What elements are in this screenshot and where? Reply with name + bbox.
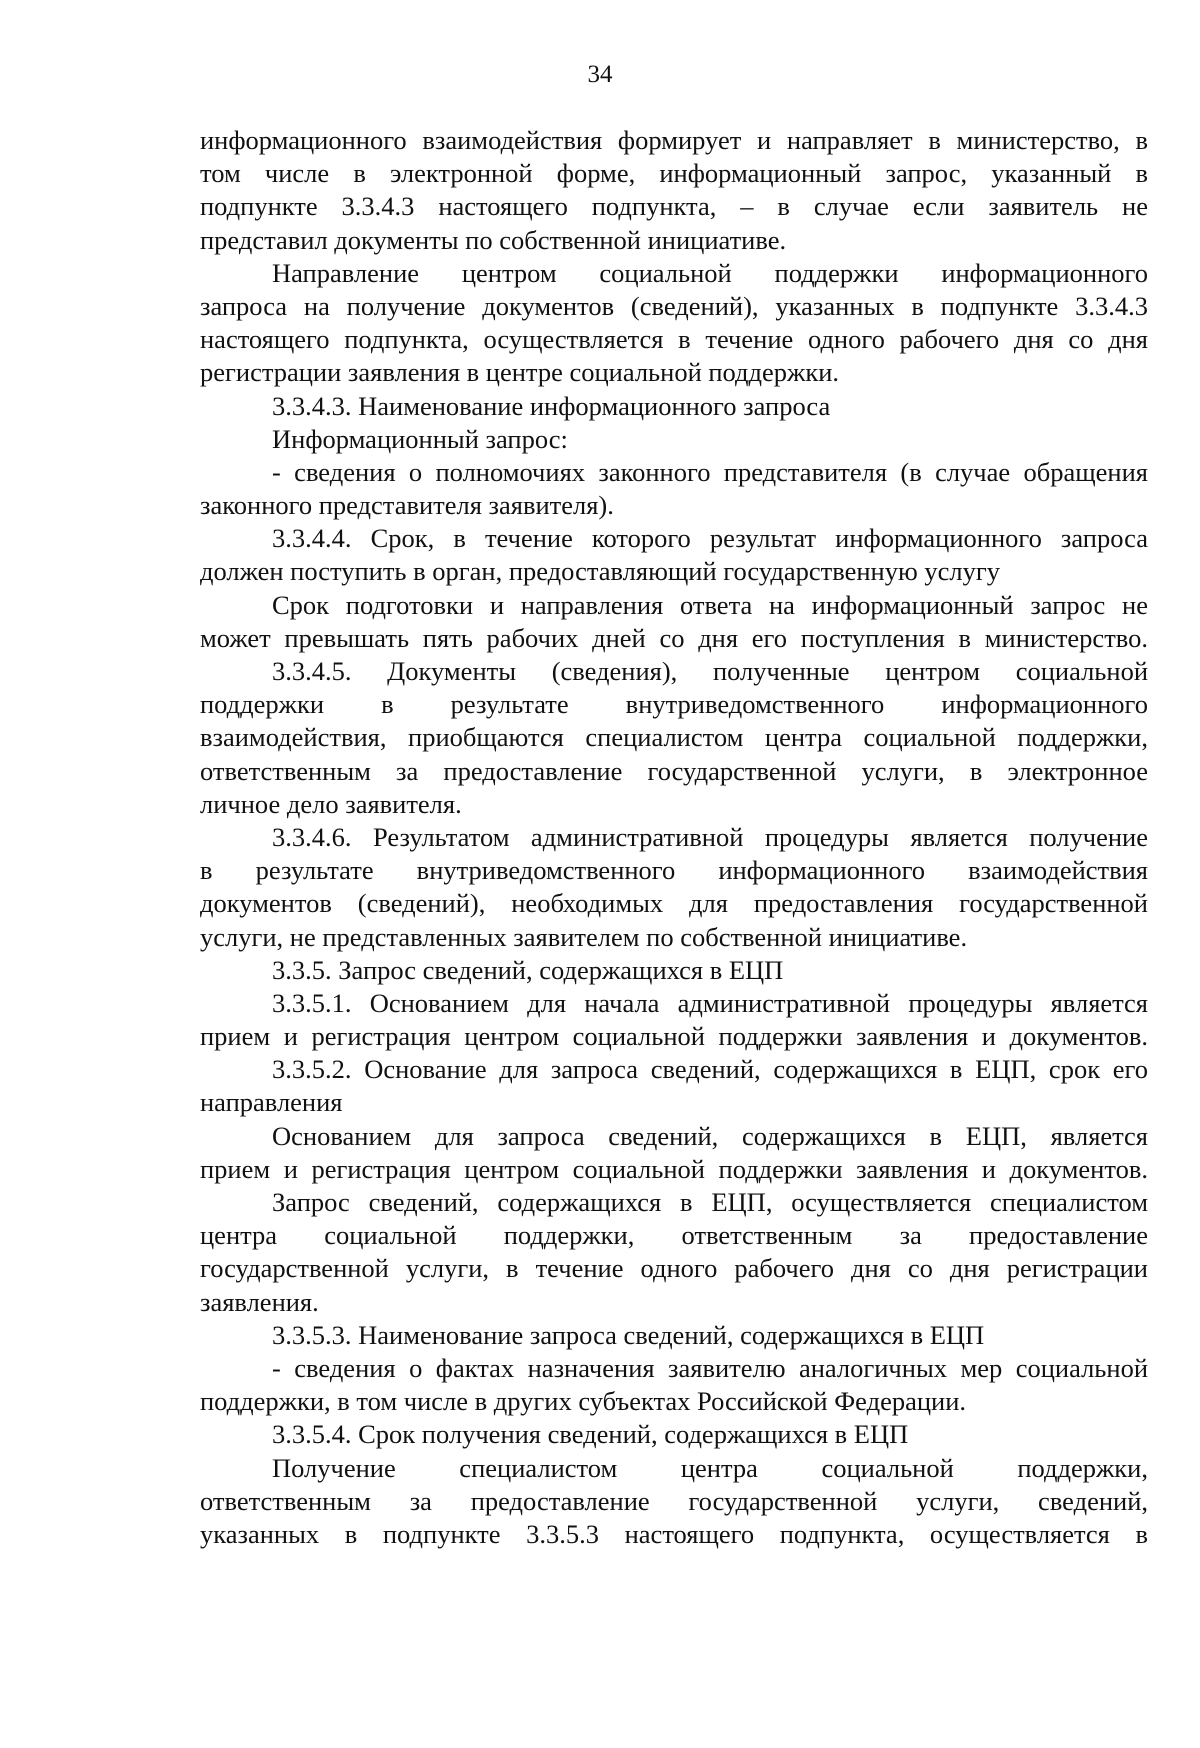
text-line: подпункте 3.3.4.3 настоящего подпункта, – в случае если заявитель не — [200, 191, 1148, 222]
body-text — [200, 124, 1148, 1551]
text-line: 3.3.4.5. Документы (сведения), полученные центром социальной — [272, 656, 1148, 686]
text-line: запроса на получение документов (сведений), указанных в подпункте 3.3.4.3 — [200, 290, 1148, 321]
page-number: 34 — [587, 61, 613, 88]
text-line: настоящего подпункта, осуществляется в течение одного рабочего дня со дня — [200, 324, 1148, 355]
text-line: том числе в электронной форме, информационный запрос, указанный в — [200, 158, 1148, 189]
text-line: направления — [200, 1087, 343, 1118]
text-line: может превышать пять рабочих дней со дня его поступления в министерство. — [200, 622, 1148, 653]
text-line: Получение специалистом центра социальной поддержки, — [272, 1452, 1148, 1483]
text-line: Запрос сведений, содержащихся в ЕЦП, осуществляется специалистом — [272, 1187, 1148, 1217]
text-line: личное дело заявителя. — [200, 788, 462, 819]
text-line: услуги, не представленных заявителем по собственной инициативе. — [200, 921, 968, 952]
text-line: представил документы по собственной инициативе. — [200, 224, 787, 255]
text-line: 3.3.5.2. Основание для запроса сведений, содержащихся в ЕЦП, срок его — [272, 1054, 1148, 1085]
text-line: 3.3.5.3. Наименование запроса сведений, содержащихся в ЕЦП — [272, 1319, 985, 1350]
text-line: Направление центром социальной поддержки информационного — [272, 257, 1148, 288]
text-line: - сведения о фактах назначения заявителю аналогичных мер социальной — [272, 1352, 1148, 1383]
text-line: Срок подготовки и направления ответа на информационный запрос не — [272, 589, 1148, 620]
text-line: регистрации заявления в центре социальной поддержки. — [200, 357, 840, 388]
text-line: 3.3.5.4. Срок получения сведений, содержащихся в ЕЦП — [272, 1419, 909, 1450]
text-line: 3.3.4.6. Результатом административной процедуры является получение — [272, 821, 1148, 852]
text-line: законного представителя заявителя). — [200, 490, 614, 521]
text-line: указанных в подпункте 3.3.5.3 настоящего подпункта, осуществляется в — [200, 1518, 1148, 1549]
text-line: документов (сведений), необходимых для предоставления государственной — [200, 888, 1148, 919]
text-line: прием и регистрация центром социальной поддержки заявления и документов. — [200, 1153, 1148, 1184]
text-line: 3.3.5. Запрос сведений, содержащихся в ЕЦП — [272, 954, 784, 985]
text-line: ответственным за предоставление государственной услуги, в электронное — [200, 755, 1148, 786]
text-line: в результате внутриведомственного информационного взаимодействия — [200, 855, 1148, 886]
text-line: 3.3.4.4. Срок, в течение которого результат информационного запроса — [272, 523, 1148, 554]
text-line: Информационный запрос: — [272, 423, 568, 454]
text-line: 3.3.4.3. Наименование информационного запроса — [272, 390, 831, 421]
text-line: государственной услуги, в течение одного рабочего дня со дня регистрации — [200, 1253, 1148, 1284]
text-line: должен поступить в орган, предоставляющий государственную услугу — [200, 556, 1000, 587]
text-line: центра социальной поддержки, ответственным за предоставление — [200, 1220, 1148, 1251]
text-line: - сведения о полномочиях законного представителя (в случае обращения — [272, 456, 1148, 487]
text-line: заявления. — [200, 1286, 319, 1317]
text-line: прием и регистрация центром социальной поддержки заявления и документов. — [200, 1021, 1148, 1052]
text-line: информационного взаимодействия формирует и направляет в министерство, в — [200, 125, 1148, 155]
text-line: Основанием для запроса сведений, содержащихся в ЕЦП, является — [272, 1120, 1148, 1151]
text-line: поддержки в результате внутриведомственного информационного — [200, 689, 1148, 720]
text-line: 3.3.5.1. Основанием для начала административной процедуры является — [272, 987, 1148, 1018]
text-line: взаимодействия, приобщаются специалистом центра социальной поддержки, — [200, 722, 1148, 753]
text-line: ответственным за предоставление государственной услуги, сведений, — [200, 1485, 1148, 1516]
text-line: поддержки, в том числе в других субъектах Российской Федерации. — [200, 1386, 967, 1417]
